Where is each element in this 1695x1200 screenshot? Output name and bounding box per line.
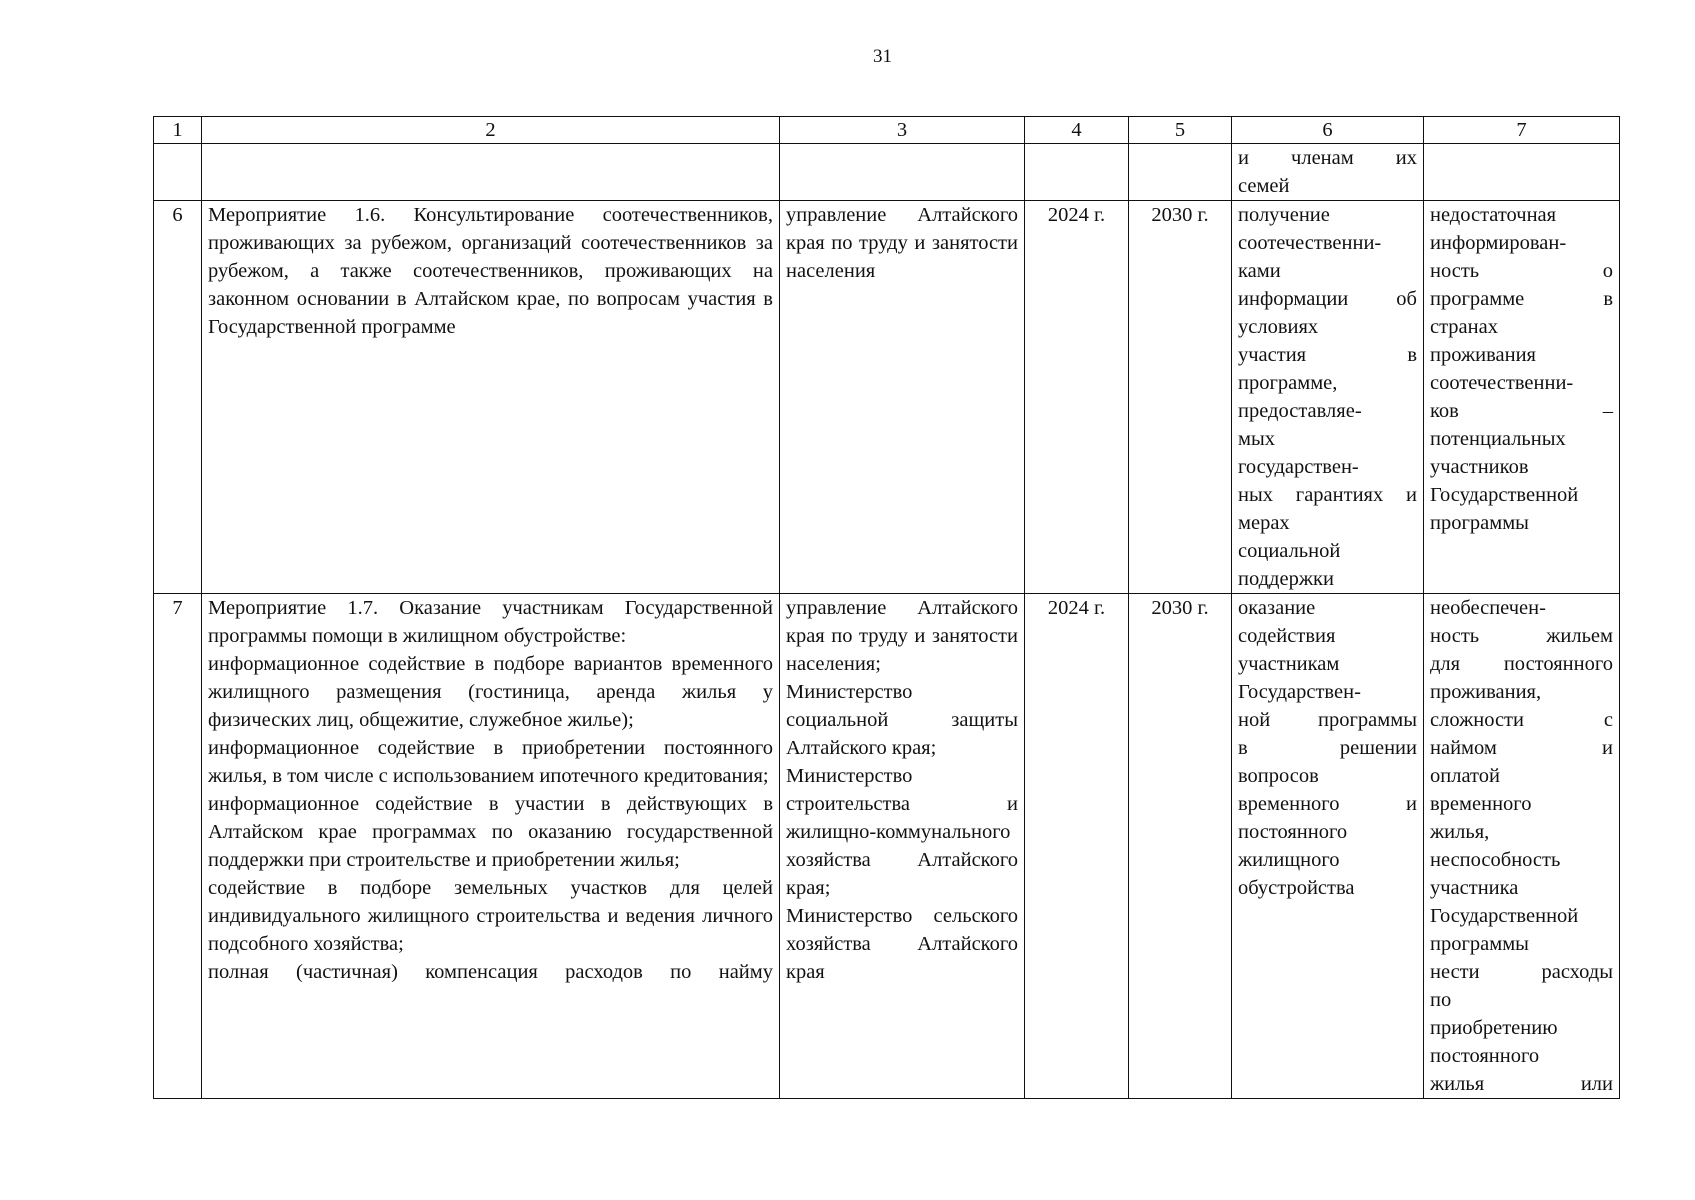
text-line: Государствен-	[1238, 681, 1361, 703]
text-line: Государственной	[1430, 905, 1579, 927]
text-line: проживания	[1430, 344, 1536, 366]
text-line: сложности с	[1430, 709, 1613, 731]
text-line: недостаточная	[1430, 204, 1557, 226]
header-cell: 3	[780, 117, 1025, 144]
text-line: потенциальных	[1430, 428, 1566, 450]
text-line: Государственной	[1430, 484, 1579, 506]
text-line: нести расходы	[1430, 961, 1613, 983]
text-line: предоставляе-	[1238, 400, 1362, 422]
text-line: жилищного	[1238, 849, 1340, 871]
text-line: вопросов	[1238, 765, 1319, 787]
result-cell	[1232, 594, 1424, 1099]
measure-paragraph: Мероприятие 1.7. Оказание участникам Государственной программы помощи в жилищном обустройстве:	[208, 597, 773, 647]
header-cell: 1	[154, 117, 202, 144]
table-row	[154, 201, 1620, 594]
text-line: жилья или	[1430, 1073, 1613, 1095]
text-line: ками	[1238, 260, 1281, 282]
text-line: программе,	[1238, 372, 1338, 394]
text-line: мерах	[1238, 512, 1290, 534]
header-cell: 7	[1424, 117, 1620, 144]
header-cell: 6	[1232, 117, 1424, 144]
table-row	[154, 594, 1620, 1099]
text-line: содействия	[1238, 625, 1336, 647]
cell-empty	[780, 144, 1025, 201]
text-line: странах	[1430, 316, 1498, 338]
text-line: информирован-	[1430, 232, 1567, 254]
text-line: по	[1430, 989, 1452, 1011]
measure-cell: Мероприятие 1.6. Консультирование соотечественников, проживающих за рубежом, организаций соотечественников за рубежом, а также соотечественников, проживающих на законном основании в Алтайском крае, по вопросам участия в Государственной программе	[202, 201, 780, 594]
text-line: постоянного	[1430, 1045, 1540, 1067]
text-line: программы	[1430, 512, 1529, 534]
start-year-cell: 2024 г.	[1025, 201, 1129, 594]
text-line: обустройства	[1238, 877, 1355, 899]
text-line: семей	[1238, 175, 1290, 197]
text-line: ной программы	[1238, 709, 1417, 731]
text-line: участников	[1430, 456, 1529, 478]
text-line: наймом и	[1430, 737, 1613, 759]
text-line: постоянного	[1238, 821, 1348, 843]
text-line: необеспечен-	[1430, 597, 1546, 619]
text-line: временного	[1430, 793, 1532, 815]
text-line: участника	[1430, 877, 1519, 899]
text-line: государствен-	[1238, 456, 1359, 478]
header-cell: 5	[1129, 117, 1232, 144]
consequences-cell	[1424, 594, 1620, 1099]
executor-paragraph: Министерство сельского хозяйства Алтайского края	[786, 905, 1018, 983]
start-year-cell: 2024 г.	[1025, 594, 1129, 1099]
cell-empty	[202, 144, 780, 201]
measure-paragraph: информационное содействие в подборе вариантов временного жилищного размещения (гостиница, аренда жилья у физических лиц, общежитие, служебное жилье);	[208, 653, 773, 731]
consequences-cell	[1424, 201, 1620, 594]
text-line: программы	[1430, 933, 1529, 955]
page-number: 31	[873, 46, 892, 67]
text-line: жилья,	[1430, 821, 1490, 843]
text-line: программе в	[1430, 288, 1613, 310]
end-year-cell: 2030 г.	[1129, 201, 1232, 594]
text-line: информации об	[1238, 288, 1417, 310]
cell-empty	[1129, 144, 1232, 201]
text-line: проживания,	[1430, 681, 1542, 703]
text-line: ков –	[1430, 400, 1613, 422]
measures-table	[153, 116, 1620, 1099]
executor-cell: управление Алтайского края по труду и занятости населения	[780, 201, 1025, 594]
text-line: ность о	[1430, 260, 1613, 282]
executor-paragraph: управление Алтайского края по труду и занятости населения;	[786, 597, 1018, 675]
text-line: соотечественни-	[1430, 372, 1574, 394]
header-cell: 4	[1025, 117, 1129, 144]
text-line: приобретению	[1430, 1017, 1558, 1039]
measure-paragraph: полная (частичная) компенсация расходов по найму	[208, 961, 773, 983]
text-line: оплатой	[1430, 765, 1500, 787]
text-line: условиях	[1238, 316, 1319, 338]
measure-paragraph: содействие в подборе земельных участков для целей индивидуального жилищного строительства и ведения личного подсобного хозяйства;	[208, 877, 773, 955]
executor-cell	[780, 594, 1025, 1099]
table-row-continuation	[154, 144, 1620, 201]
text-line: участия в	[1238, 344, 1417, 366]
text-line: ных гарантиях и	[1238, 484, 1417, 506]
text-line: участникам	[1238, 653, 1340, 675]
text-line: соотечественни-	[1238, 232, 1382, 254]
cell-empty	[1424, 144, 1620, 201]
row-number: 6	[154, 201, 202, 594]
text-line: мых	[1238, 428, 1275, 450]
table-header-row	[154, 117, 1620, 144]
executor-paragraph: Министерство строительства и жилищно-коммунального хозяйства Алтайского края;	[786, 765, 1018, 899]
end-year-cell: 2030 г.	[1129, 594, 1232, 1099]
result-cell	[1232, 201, 1424, 594]
text-line: временного и	[1238, 793, 1417, 815]
text-line: получение	[1238, 204, 1330, 226]
cell-empty	[1025, 144, 1129, 201]
text-line: неспособность	[1430, 849, 1561, 871]
text-line: и членам их	[1238, 147, 1417, 169]
text-line: социальной	[1238, 540, 1341, 562]
result-cell	[1232, 144, 1424, 201]
header-cell: 2	[202, 117, 780, 144]
measure-cell	[202, 594, 780, 1099]
text-line: для постоянного	[1430, 653, 1613, 675]
text-line: в решении	[1238, 737, 1417, 759]
measure-paragraph: информационное содействие в приобретении постоянного жилья, в том числе с использованием ипотечного кредитования;	[208, 737, 773, 787]
text-line: поддержки	[1238, 568, 1334, 590]
measure-paragraph: информационное содействие в участии в действующих в Алтайском крае программах по оказанию государственной поддержки при строительстве и приобретении жилья;	[208, 793, 773, 871]
row-number: 7	[154, 594, 202, 1099]
cell-empty	[154, 144, 202, 201]
text-line: ность жильем	[1430, 625, 1613, 647]
text-line: оказание	[1238, 597, 1316, 619]
executor-paragraph: Министерство социальной защиты Алтайского края;	[786, 681, 1018, 759]
